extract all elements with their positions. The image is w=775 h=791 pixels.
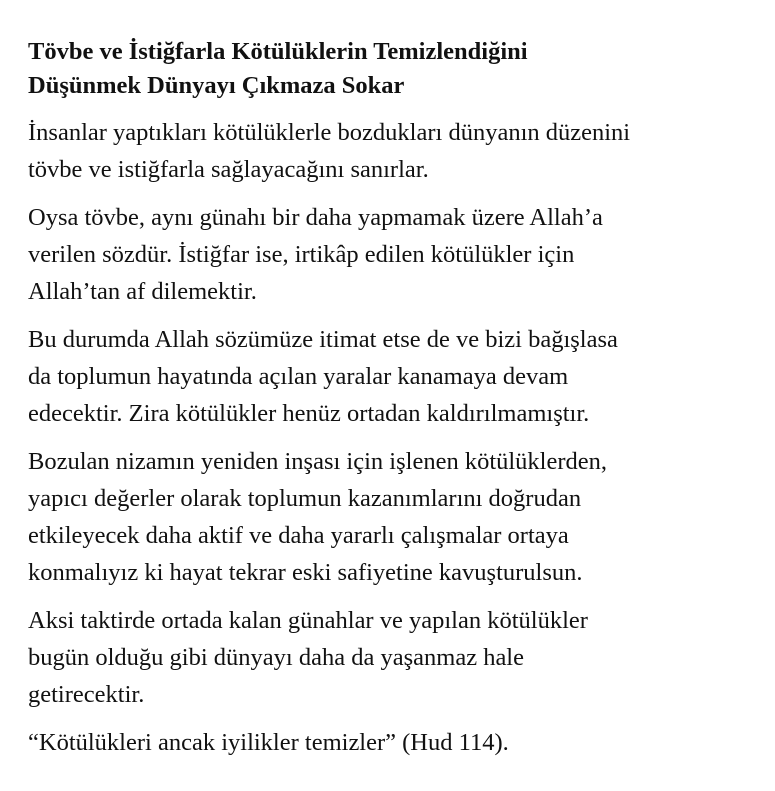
text-line: getirecektir.	[28, 681, 145, 708]
text-line: Allah’tan af dilemektir.	[28, 278, 257, 305]
paragraph-5	[28, 602, 768, 713]
paragraph-3	[28, 321, 768, 432]
text-line: bugün olduğu gibi dünyayı daha da yaşanmaz hale	[28, 644, 524, 671]
text-line: Aksi taktirde ortada kalan günahlar ve yapılan kötülükler	[28, 607, 588, 634]
quote-line: “Kötülükleri ancak iyilikler temizler” (Hud 114).	[28, 729, 509, 756]
text-line: Bu durumda Allah sözümüze itimat etse de ve bizi bağışlasa	[28, 326, 618, 353]
paragraph-1	[28, 114, 768, 188]
text-line: verilen sözdür. İstiğfar ise, irtikâp edilen kötülükler için	[28, 241, 575, 268]
text-line: yapıcı değerler olarak toplumun kazanımlarını doğrudan	[28, 485, 582, 512]
text-line: da toplumun hayatında açılan yaralar kanamaya devam	[28, 363, 569, 390]
text-line: tövbe ve istiğfarla sağlayacağını sanırlar.	[28, 156, 429, 183]
text-line: etkileyecek daha aktif ve daha yararlı çalışmalar ortaya	[28, 522, 569, 549]
document-page	[28, 35, 768, 772]
paragraph-2	[28, 199, 768, 310]
paragraph-4	[28, 443, 768, 591]
text-line: İnsanlar yaptıkları kötülüklerle bozdukları dünyanın düzenini	[28, 119, 631, 146]
article-title	[28, 35, 768, 103]
title-line: Düşünmek Dünyayı Çıkmaza Sokar	[28, 72, 405, 99]
text-line: edecektir. Zira kötülükler henüz ortadan kaldırılmamıştır.	[28, 400, 590, 427]
text-line: Oysa tövbe, aynı günahı bir daha yapmamak üzere Allah’a	[28, 204, 603, 231]
text-line: konmalıyız ki hayat tekrar eski safiyetine kavuşturulsun.	[28, 559, 583, 586]
quote-paragraph	[28, 724, 768, 761]
title-line: Tövbe ve İstiğfarla Kötülüklerin Temizlendiğini	[28, 38, 528, 65]
text-line: Bozulan nizamın yeniden inşası için işlenen kötülüklerden,	[28, 448, 608, 475]
